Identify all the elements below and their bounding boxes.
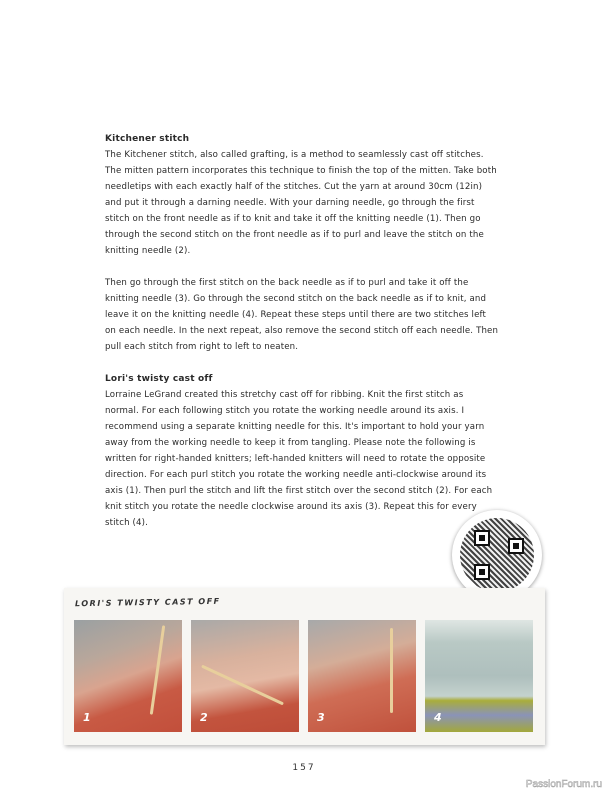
page-number: 157 bbox=[292, 763, 316, 773]
qr-code[interactable] bbox=[452, 510, 542, 600]
qr-pattern bbox=[460, 518, 534, 592]
text-line: leave it on the knitting needle (4). Repeat these steps until there are two stitches left bbox=[105, 310, 487, 320]
figure-title: LORI'S TWISTY CAST OFF bbox=[74, 596, 221, 609]
watermark: PassionForum.ru bbox=[525, 779, 602, 790]
text-line: The mitten pattern incorporates this technique to finish the top of the mitten. Take both bbox=[105, 166, 497, 176]
step-number: 4 bbox=[434, 711, 442, 724]
text-line: stitch (4). bbox=[105, 518, 149, 528]
text-line: written for right-handed knitters; left-handed knitters will need to rotate the opposite bbox=[105, 454, 486, 464]
text-line: away from the working needle to keep it from tangling. Please note the following is bbox=[105, 438, 476, 448]
text-line: needletips with each exactly half of the stitches. Cut the yarn at around 30cm (12in) bbox=[105, 182, 483, 192]
needle bbox=[150, 625, 165, 715]
qr-finder bbox=[474, 530, 490, 546]
step-photo-1 bbox=[74, 620, 182, 732]
step-photo-4 bbox=[425, 620, 533, 732]
step-number: 2 bbox=[200, 711, 208, 724]
text-line: knitting needle (2). bbox=[105, 246, 191, 256]
text-line: The Kitchener stitch, also called grafting, is a method to seamlessly cast off stitches. bbox=[105, 150, 484, 160]
step-photo-3 bbox=[308, 620, 416, 732]
section-heading-kitchener: Kitchener stitch bbox=[105, 134, 190, 144]
text-line: knit stitch you rotate the needle clockwise around its axis (3). Repeat this for every bbox=[105, 502, 477, 512]
text-line: on each needle. In the next repeat, also remove the second stitch off each needle. Then bbox=[105, 326, 499, 336]
text-line: Lorraine LeGrand created this stretchy cast off for ribbing. Knit the first stitch as bbox=[105, 390, 464, 400]
paragraph bbox=[105, 275, 505, 355]
needle bbox=[390, 628, 393, 713]
text-line: through the second stitch on the front needle as if to purl and leave the stitch on the bbox=[105, 230, 484, 240]
paragraph bbox=[105, 387, 505, 531]
body-text bbox=[105, 131, 505, 547]
qr-finder bbox=[474, 564, 490, 580]
text-line: Then go through the first stitch on the back needle as if to purl and take it off the bbox=[105, 278, 469, 288]
section-heading-twisty-cast-off: Lori's twisty cast off bbox=[105, 374, 213, 384]
text-line: axis (1). Then purl the stitch and lift the first stitch over the second stitch (2). For each bbox=[105, 486, 493, 496]
figure-card bbox=[64, 588, 545, 745]
text-line: normal. For each following stitch you rotate the working needle around its axis. I bbox=[105, 406, 465, 416]
text-line: knitting needle (3). Go through the second stitch on the back needle as if to knit, and bbox=[105, 294, 487, 304]
step-number: 3 bbox=[317, 711, 325, 724]
step-number: 1 bbox=[83, 711, 91, 724]
text-line: pull each stitch from right to left to neaten. bbox=[105, 342, 299, 352]
qr-finder bbox=[508, 538, 524, 554]
text-line: recommend using a separate knitting needle for this. It's important to hold your yarn bbox=[105, 422, 485, 432]
text-line: and put it through a darning needle. With your darning needle, go through the first bbox=[105, 198, 475, 208]
section-kitchener-body bbox=[105, 147, 505, 355]
step-photo-2 bbox=[191, 620, 299, 732]
needle bbox=[201, 665, 284, 706]
text-line: stitch on the front needle as if to knit and take it off the knitting needle (1). Then go bbox=[105, 214, 481, 224]
section-twisty-body bbox=[105, 387, 505, 531]
paragraph bbox=[105, 147, 505, 259]
text-line: direction. For each purl stitch you rotate the working needle anti-clockwise around its bbox=[105, 470, 487, 480]
